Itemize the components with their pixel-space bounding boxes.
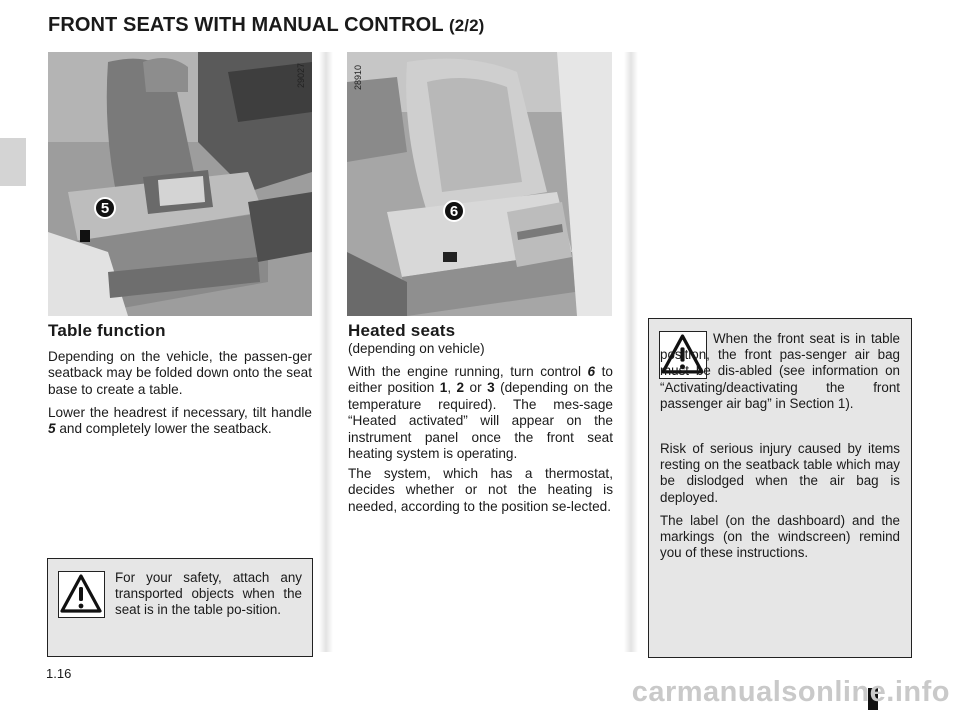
text-run: and completely lower the seatback. bbox=[55, 421, 272, 437]
photo-ref-code: 29027 bbox=[296, 62, 306, 88]
text-run: Lower the headrest if necessary, tilt handle bbox=[48, 405, 312, 420]
callout-5: 5 bbox=[94, 197, 116, 219]
control-reference: 6 bbox=[587, 364, 596, 379]
airbag-warning-paragraph-1: When the front seat is in table position, the front pas-senger air bag must be dis-abled (see information on “Activating/deactivating the front passenger air bag” in Section 1). bbox=[660, 331, 900, 411]
heated-seats-subtitle: (depending on vehicle) bbox=[348, 341, 485, 356]
position-2: 2 bbox=[456, 380, 465, 396]
photo-heated-seat-image bbox=[347, 52, 612, 316]
page-title bbox=[48, 14, 484, 37]
photo-ref-code: 28910 bbox=[353, 64, 363, 90]
text-run: to either position bbox=[348, 364, 613, 396]
column-divider bbox=[624, 52, 638, 652]
safety-warning-text: For your safety, attach any transported objects when the seat is in the table po-sition. bbox=[115, 570, 302, 618]
page-number: 1.16 bbox=[46, 666, 72, 681]
airbag-warning-paragraph-2: Risk of serious injury caused by items resting on the seatback table which may be dislodged when the air bag is deployed. bbox=[660, 441, 900, 505]
position-1: 1 bbox=[439, 380, 448, 396]
text-run: With the engine running, turn control bbox=[348, 364, 588, 379]
column-divider bbox=[319, 52, 333, 652]
table-function-paragraph-2 bbox=[48, 405, 312, 438]
photo-heated-seat bbox=[347, 52, 612, 316]
watermark: carmanualsonline.info bbox=[631, 676, 950, 708]
airbag-warning-box bbox=[648, 318, 912, 658]
airbag-warning-paragraph-3: The label (on the dashboard) and the markings (on the windscreen) remind you of these instructions. bbox=[660, 513, 900, 561]
heated-seats-paragraph-2: The system, which has a thermostat, decides whether or not the heating is needed, according to the position se-lected. bbox=[348, 466, 613, 514]
callout-6: 6 bbox=[443, 200, 465, 222]
text-run: or bbox=[464, 380, 488, 396]
title-part: (2/2) bbox=[448, 16, 485, 35]
section-tab bbox=[0, 138, 26, 186]
position-3: 3 bbox=[487, 380, 495, 396]
control-reference: 5 bbox=[48, 421, 56, 437]
text-run: , bbox=[447, 380, 457, 396]
heated-seats-paragraph-1 bbox=[348, 364, 613, 462]
photo-table-seat-image bbox=[48, 52, 312, 316]
section-title-heated-seats: Heated seats bbox=[348, 321, 456, 340]
table-function-paragraph-1: Depending on the vehicle, the passen-ger seatback may be folded down onto the seat base to create a table. bbox=[48, 349, 312, 397]
title-text: FRONT SEATS WITH MANUAL CONTROL bbox=[48, 14, 444, 36]
text-run: (depending on the temperature required). The mes-sage “Heated activated” will appear on the instrument panel once the front seat heating system is operating. bbox=[348, 380, 613, 462]
section-title-table-function: Table function bbox=[48, 321, 166, 340]
safety-warning-box bbox=[47, 558, 313, 657]
photo-table-seat bbox=[48, 52, 312, 316]
warning-triangle-icon bbox=[58, 571, 105, 618]
